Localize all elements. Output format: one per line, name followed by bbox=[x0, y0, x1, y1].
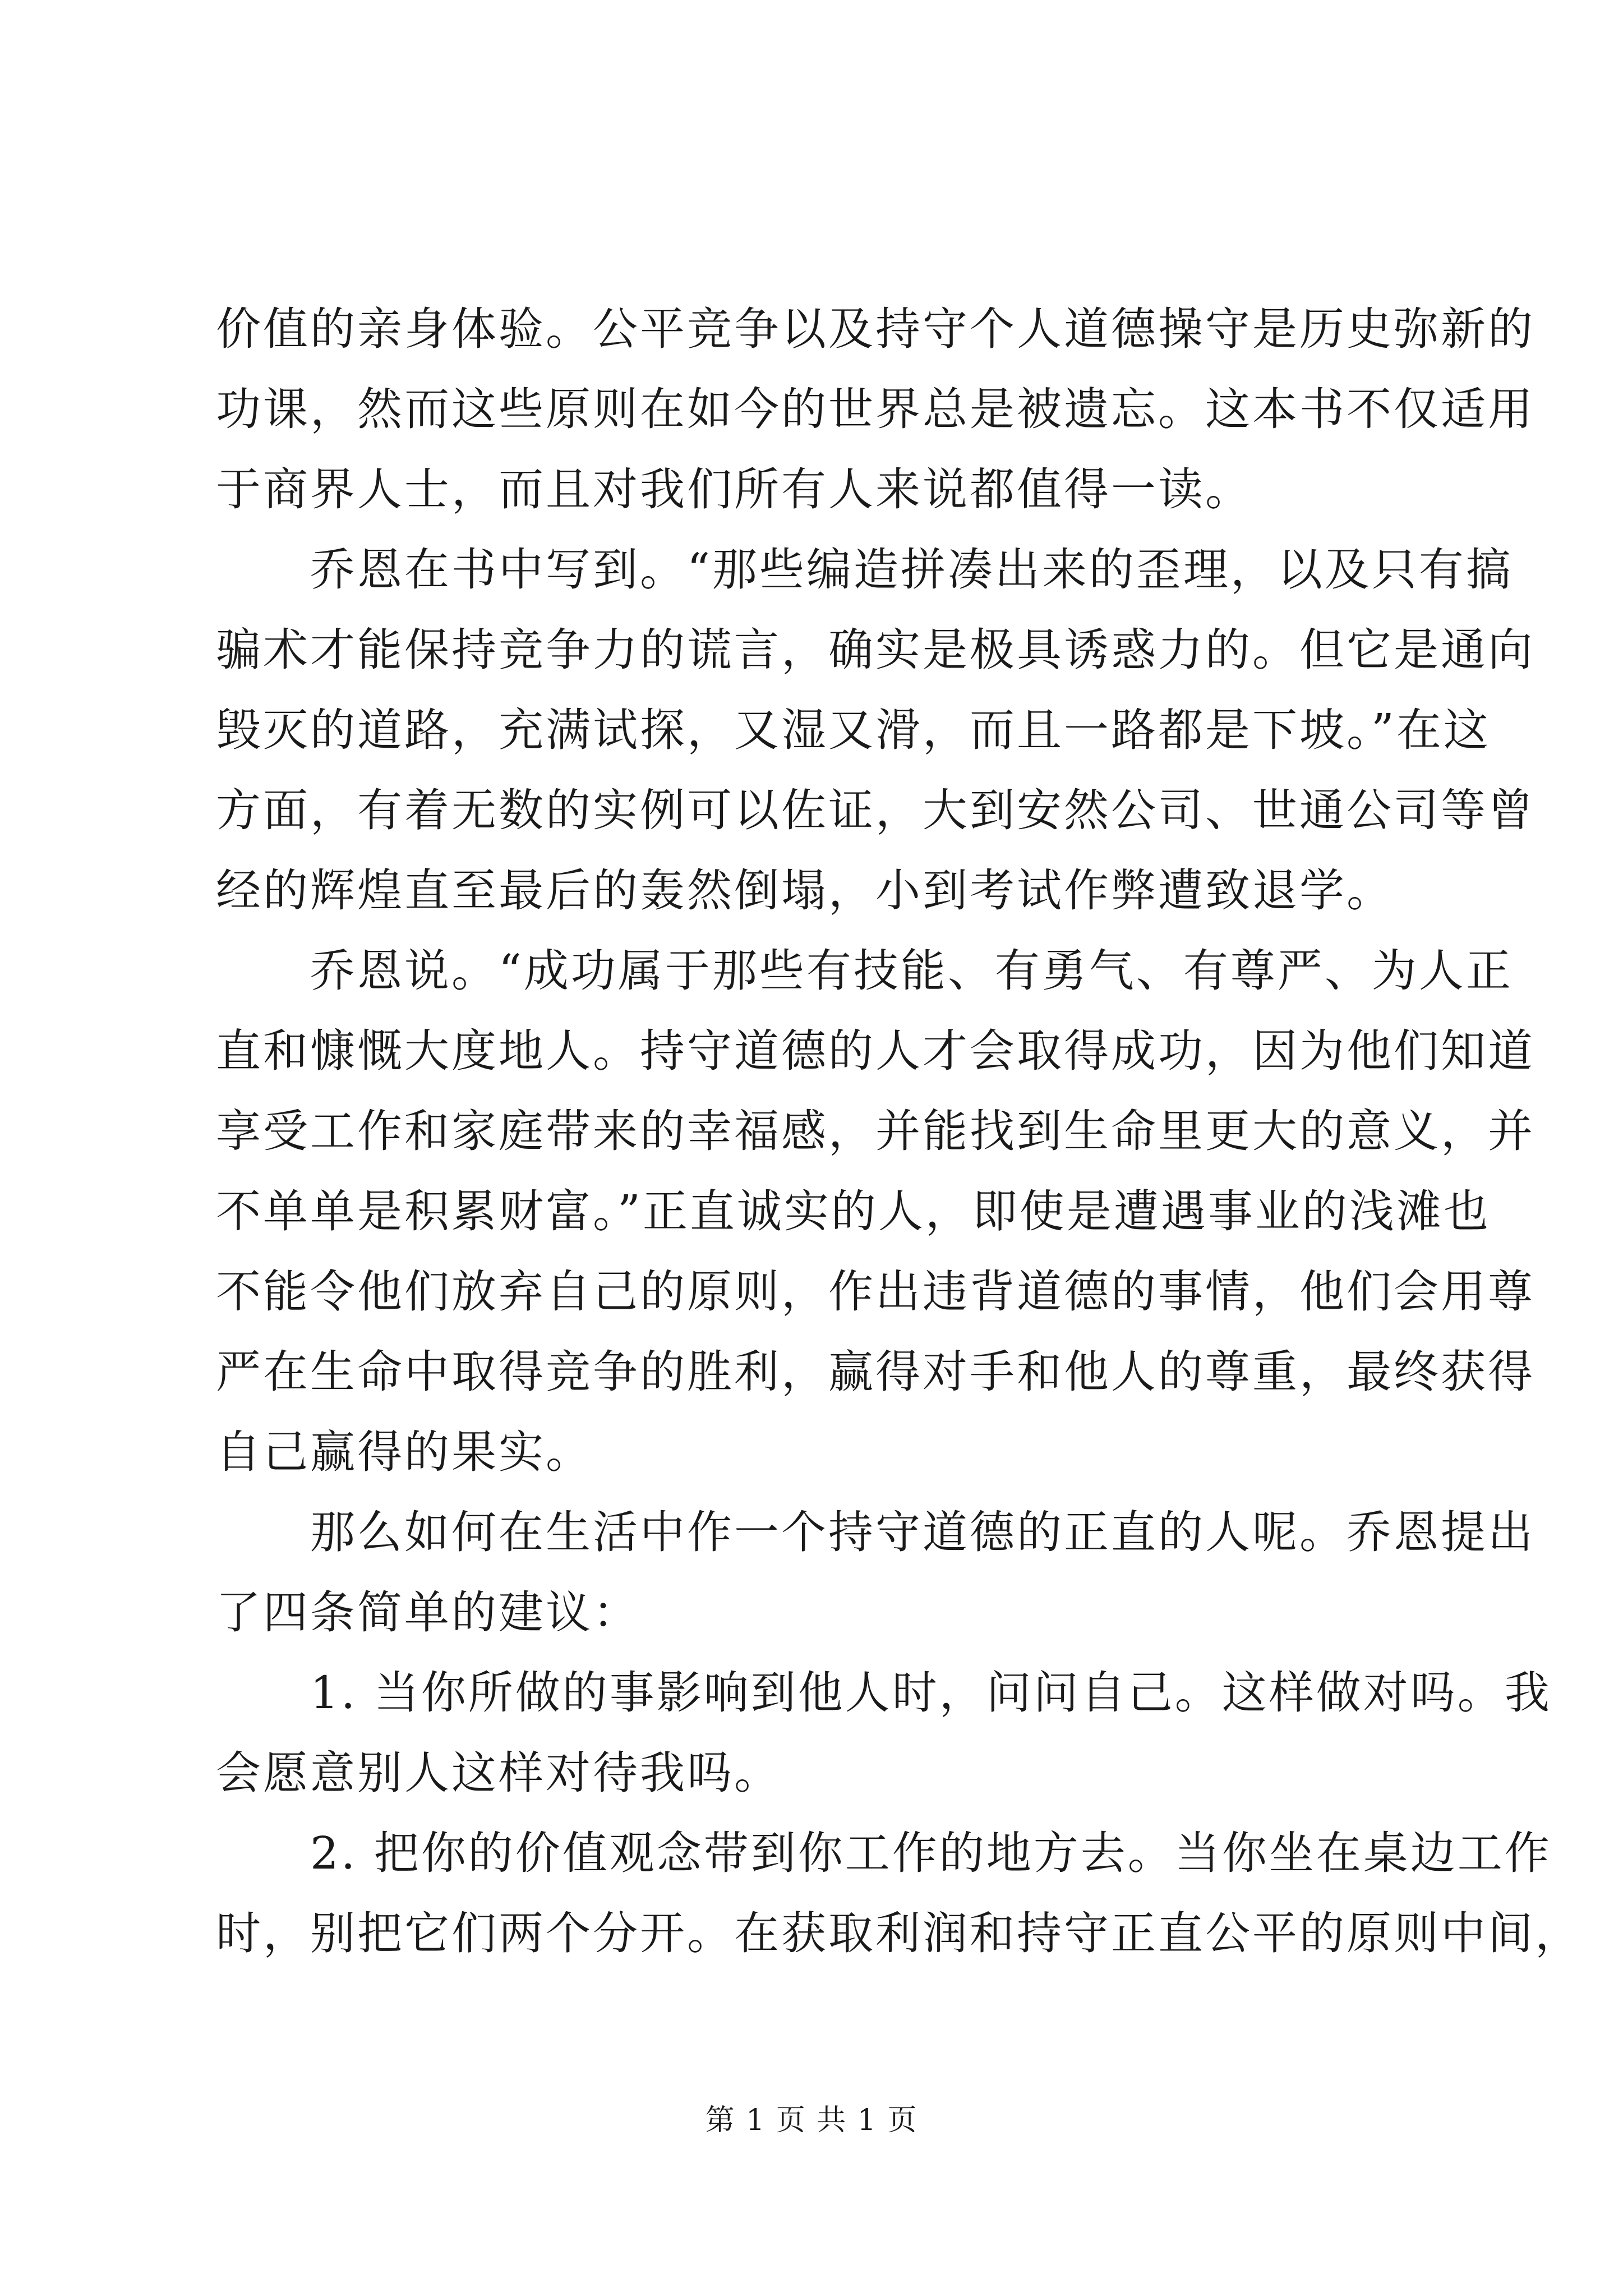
text-line: 时，别把它们两个分开。在获取利润和持守正直公平的原则中间， bbox=[216, 1907, 1582, 1959]
text-line: 1. 当你所做的事影响到他人时，问问自己。这样做对吗。我 bbox=[216, 1667, 1552, 1719]
text-line: 了四条简单的建议： bbox=[216, 1586, 640, 1639]
text-line: 骗术才能保持竞争力的谎言，确实是极具诱惑力的。但它是通向 bbox=[216, 624, 1535, 676]
text-line: 不单单是积累财富。”正直诚实的人，即使是遭遇事业的浅滩也 bbox=[216, 1185, 1491, 1237]
text-line: 于商界人士，而且对我们所有人来说都值得一读。 bbox=[216, 463, 1252, 516]
page-number-footer: 第 1 页 共 1 页 bbox=[705, 2104, 918, 2137]
document-body bbox=[216, 289, 1582, 1973]
text-line: 乔恩说。“成功属于那些有技能、有勇气、有尊严、为人正 bbox=[216, 945, 1513, 997]
text-line: 不能令他们放弃自己的原则，作出违背道德的事情，他们会用尊 bbox=[216, 1266, 1535, 1318]
text-line: 2. 把你的价值观念带到你工作的地方去。当你坐在桌边工作 bbox=[216, 1827, 1552, 1879]
text-line: 功课，然而这些原则在如今的世界总是被遗忘。这本书不仅适用 bbox=[216, 383, 1535, 435]
text-line: 毁灭的道路，充满试探，又湿又滑，而且一路都是下坡。”在这 bbox=[216, 704, 1491, 756]
text-line: 价值的亲身体验。公平竞争以及持守个人道德操守是历史弥新的 bbox=[216, 303, 1535, 355]
text-line: 经的辉煌直至最后的轰然倒塌，小到考试作弊遭致退学。 bbox=[216, 864, 1394, 917]
text-line: 会愿意别人这样对待我吗。 bbox=[216, 1747, 781, 1799]
text-line: 直和慷慨大度地人。持守道德的人才会取得成功，因为他们知道 bbox=[216, 1025, 1535, 1077]
text-line: 那么如何在生活中作一个持守道德的正直的人呢。乔恩提出 bbox=[216, 1506, 1535, 1558]
text-line: 严在生命中取得竞争的胜利，赢得对手和他人的尊重，最终获得 bbox=[216, 1346, 1535, 1398]
text-line: 享受工作和家庭带来的幸福感，并能找到生命里更大的意义，并 bbox=[216, 1105, 1535, 1157]
text-line: 自己赢得的果实。 bbox=[216, 1426, 593, 1478]
text-line: 乔恩在书中写到。“那些编造拼凑出来的歪理，以及只有搞 bbox=[216, 544, 1513, 596]
text-line: 方面，有着无数的实例可以佐证，大到安然公司、世通公司等曾 bbox=[216, 784, 1535, 836]
